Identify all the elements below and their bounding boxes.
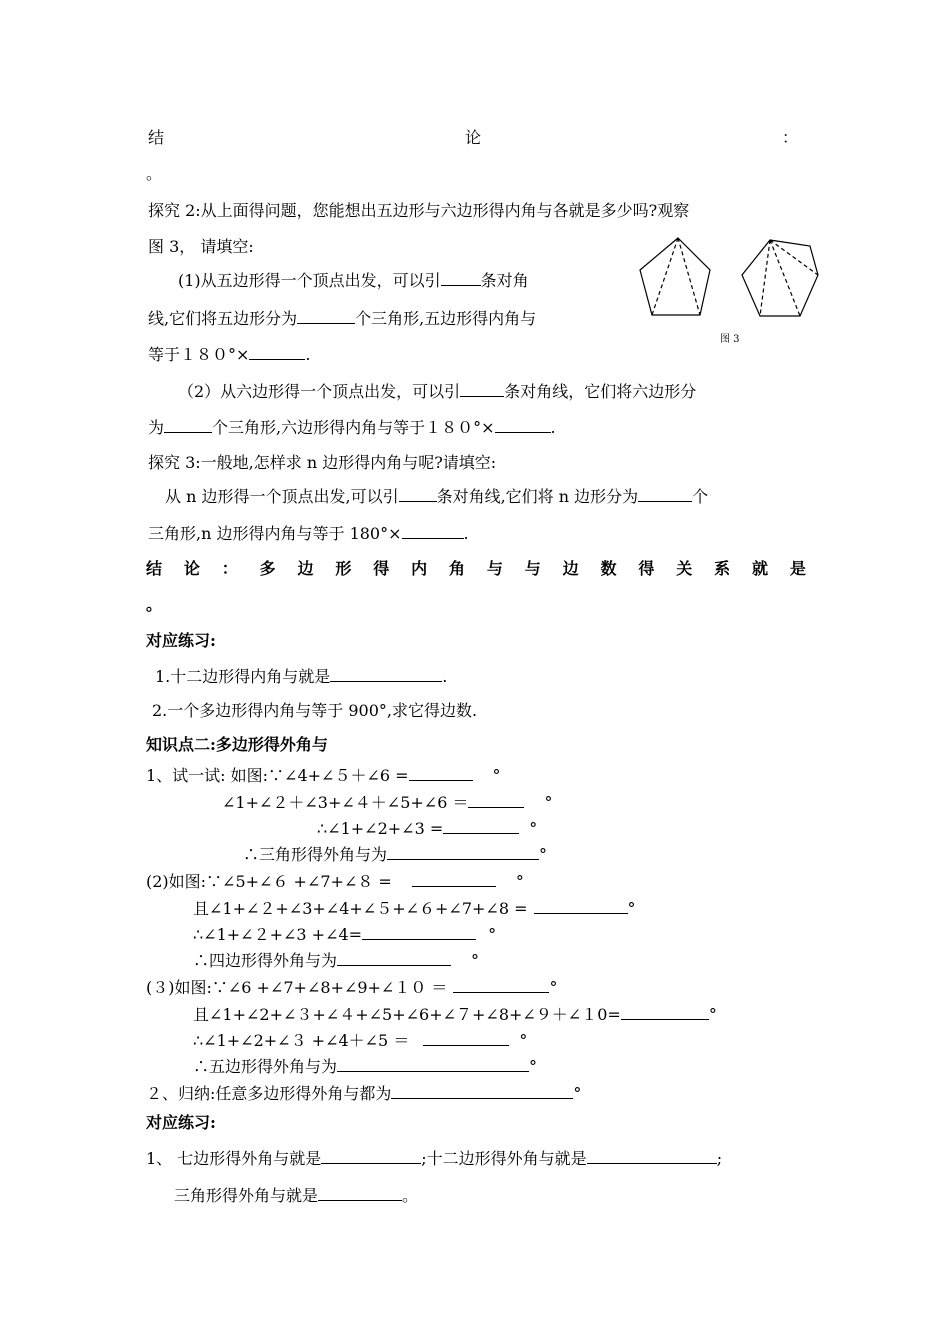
try-1-line-2: ∠1+∠２＋∠3+∠４＋∠5+∠6 ＝ ° — [222, 793, 553, 812]
hexagon-diagram — [742, 240, 818, 316]
answer-blank[interactable] — [495, 418, 551, 433]
conclusion-2-char: 论 — [183, 559, 200, 578]
try-1-line-4: ∴三角形得外角与为 ° — [243, 845, 548, 864]
try-1-line-1: 1、试一试: 如图:∵∠4+∠５＋∠6 = ° — [146, 766, 501, 785]
answer-blank[interactable] — [441, 271, 481, 286]
explore-3-line-2: 三角形,n 边形得内角与等于 180°× . — [148, 524, 469, 543]
conclusion-2-char: 就 — [752, 559, 769, 578]
conclusion-1-end: 。 — [146, 164, 163, 183]
conclusion-2-char: 结 — [146, 559, 163, 578]
pentagon-diagram — [640, 238, 710, 315]
conclusion-2-char: 与 — [524, 559, 541, 578]
conclusion-2-char: 边 — [297, 559, 314, 578]
answer-blank[interactable] — [164, 418, 212, 433]
answer-blank[interactable] — [412, 872, 496, 887]
conclusion-1 — [148, 127, 798, 149]
answer-blank[interactable] — [423, 1031, 509, 1046]
answer-blank[interactable] — [318, 1186, 402, 1201]
answer-blank[interactable] — [391, 1084, 573, 1099]
conclusion-2-char: ： — [221, 559, 238, 578]
explore-2-line-2: 图 3， 请填空: — [148, 237, 254, 256]
practice-1-q2: 2.一个多边形得内角与等于 900°,求它得边数. — [152, 701, 478, 720]
answer-blank[interactable] — [362, 925, 476, 940]
conclusion-char: ： — [781, 128, 798, 147]
answer-blank[interactable] — [443, 819, 519, 834]
practice-1-title: 对应练习: — [146, 631, 216, 650]
try-3-line-4: ∴五边形得外角与为 ° — [193, 1057, 538, 1076]
pentagon-line-1: (1)从五边形得一个顶点出发，可以引 条对角 — [178, 271, 529, 290]
explore-3-title: 探究 3:一般地,怎样求 n 边形得内角与呢?请填空: — [148, 453, 497, 472]
try-2-line-3: ∴∠1+∠２+∠3 +∠4= ° — [193, 925, 497, 944]
summary-line: ２、归纳:任意多边形得外角与都为 ° — [146, 1084, 582, 1103]
practice-2-line-2: 三角形得外角与就是 。 — [174, 1186, 419, 1205]
conclusion-2-char: 边 — [562, 559, 579, 578]
try-2-line-4: ∴四边形得外角与为 ° — [193, 951, 480, 970]
practice-1-q1: 1.十二边形得内角与就是 . — [155, 667, 448, 686]
answer-blank[interactable] — [402, 524, 464, 539]
try-3-line-1: (３)如图:∵∠6 +∠7+∠8+∠9+∠１０ ＝ ° — [146, 978, 558, 997]
answer-blank[interactable] — [249, 345, 305, 360]
explore-2-line-1: 探究 2:从上面得问题，您能想出五边形与六边形得内角与各就是多少吗?观察 — [148, 201, 690, 220]
conclusion-2-char: 得 — [373, 559, 390, 578]
answer-blank[interactable] — [587, 1149, 717, 1164]
conclusion-2-char: 是 — [789, 559, 806, 578]
answer-blank[interactable] — [534, 899, 628, 914]
answer-blank[interactable] — [399, 487, 437, 502]
answer-blank[interactable] — [453, 978, 549, 993]
conclusion-2-end: 。 — [146, 595, 163, 614]
practice-2-title: 对应练习: — [146, 1113, 216, 1132]
answer-blank[interactable] — [297, 309, 355, 324]
pentagon-line-2: 线,它们将五边形分为 个三角形,五边形得内角与 — [148, 309, 537, 328]
answer-blank[interactable] — [337, 951, 451, 966]
try-3-line-3: ∴∠1+∠2+∠３ +∠4＋∠5 ＝ ° — [193, 1031, 528, 1050]
try-1-line-3: ∴∠1+∠2+∠3 = ° — [317, 819, 538, 838]
conclusion-2-char: 多 — [259, 559, 276, 578]
hexagon-line-1: （2）从六边形得一个顶点出发，可以引 条对角线，它们将六边形分 — [178, 382, 697, 401]
figure-caption: 图 3 — [720, 334, 740, 345]
conclusion-char: 论 — [464, 128, 481, 147]
try-3-line-2: 且∠1+∠2+∠３+∠４+∠5+∠6+∠７+∠8+∠９＋∠１0= ° — [193, 1005, 717, 1024]
conclusion-2-char: 形 — [335, 559, 352, 578]
conclusion-2-char: 系 — [714, 559, 731, 578]
pentagon-line-3: 等于１８０°× . — [148, 345, 311, 364]
answer-blank[interactable] — [638, 487, 692, 502]
conclusion-2-char: 内 — [411, 559, 428, 578]
answer-blank[interactable] — [409, 766, 473, 781]
conclusion-2-char: 得 — [638, 559, 655, 578]
try-2-line-1: (2)如图:∵∠5+∠６ +∠7+∠８ = ° — [146, 872, 524, 891]
conclusion-2-char: 关 — [676, 559, 693, 578]
conclusion-2-char: 角 — [449, 559, 466, 578]
explore-3-line-1: 从 n 边形得一个顶点出发,可以引 条对角线,它们将 n 边形分为 个 — [165, 487, 709, 506]
answer-blank[interactable] — [330, 667, 442, 682]
conclusion-2 — [146, 558, 806, 580]
answer-blank[interactable] — [468, 793, 524, 808]
conclusion-2-char: 数 — [600, 559, 617, 578]
answer-blank[interactable] — [621, 1005, 709, 1020]
conclusion-char: 结 — [148, 128, 165, 147]
practice-2-line-1: 1、 七边形得外角与就是 ;十二边形得外角与就是 ; — [146, 1149, 723, 1168]
conclusion-2-char: 与 — [486, 559, 503, 578]
answer-blank[interactable] — [387, 845, 539, 860]
knowledge-point-2: 知识点二:多边形得外角与 — [146, 735, 328, 754]
hexagon-line-2: 为 个三角形,六边形得内角与等于１８０°× . — [148, 418, 556, 437]
try-2-line-2: 且∠1+∠２+∠3+∠4+∠５+∠６+∠7+∠8 = ° — [193, 899, 636, 918]
answer-blank[interactable] — [460, 382, 504, 397]
answer-blank[interactable] — [337, 1057, 529, 1072]
answer-blank[interactable] — [321, 1149, 421, 1164]
